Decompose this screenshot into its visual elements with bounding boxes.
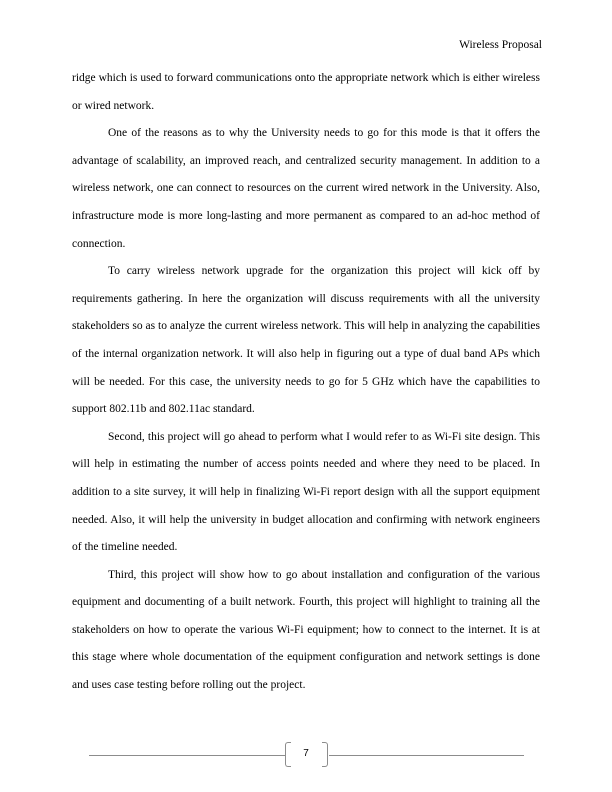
paragraph-continued: ridge which is used to forward communications onto the appropriate network which is either wireless or wired network. (72, 72, 540, 112)
right-bracket-icon (322, 742, 328, 767)
paragraph-installation: Third, this project will show how to go about installation and configuration of the various equipment and documenting of a built network. Fourth, this project will highlight to training all the stakeholders on how to operate the various Wi-Fi equipment; how to connect to the internet. It is at this stage where whole documentation of the equipment configuration and network settings is done and uses case testing before rolling out the project. (72, 568, 540, 692)
page-number: 7 (303, 748, 309, 759)
footer-rule-left (89, 755, 285, 756)
body-text (72, 65, 540, 700)
paragraph-site-design: Second, this project will go ahead to perform what I would refer to as Wi-Fi site design. This will help in estimating the number of access points needed and where they need to be placed. In addition to a site survey, it will help in finalizing Wi-Fi report design with all the support equipment needed. Also, it will help the university in budget allocation and confirming with network engineers of the timeline needed. (72, 430, 540, 554)
paragraph-requirements-gathering: To carry wireless network upgrade for the organization this project will kick off by requirements gathering. In here the organization will discuss requirements with all the university stakeholders so as to analyze the current wireless network. This will help in analyzing the capabilities of the internal organization network. It will also help in figuring out a type of dual band APs which will be needed. For this case, the university needs to go for 5 GHz which have the capabilities to support 802.11b and 802.11ac standard. (72, 265, 540, 416)
running-header: Wireless Proposal (459, 39, 542, 51)
paragraph-infrastructure-mode: One of the reasons as to why the University needs to go for this mode is that it offers the advantage of scalability, an improved reach, and centralized security management. In addition to a wireless network, one can connect to resources on the current wired network in the University. Also, infrastructure mode is more long-lasting and more permanent as compared to an ad-hoc method of connection. (72, 127, 540, 250)
footer-rule-right (329, 755, 524, 756)
left-bracket-icon (285, 742, 291, 767)
page-footer (89, 742, 524, 768)
